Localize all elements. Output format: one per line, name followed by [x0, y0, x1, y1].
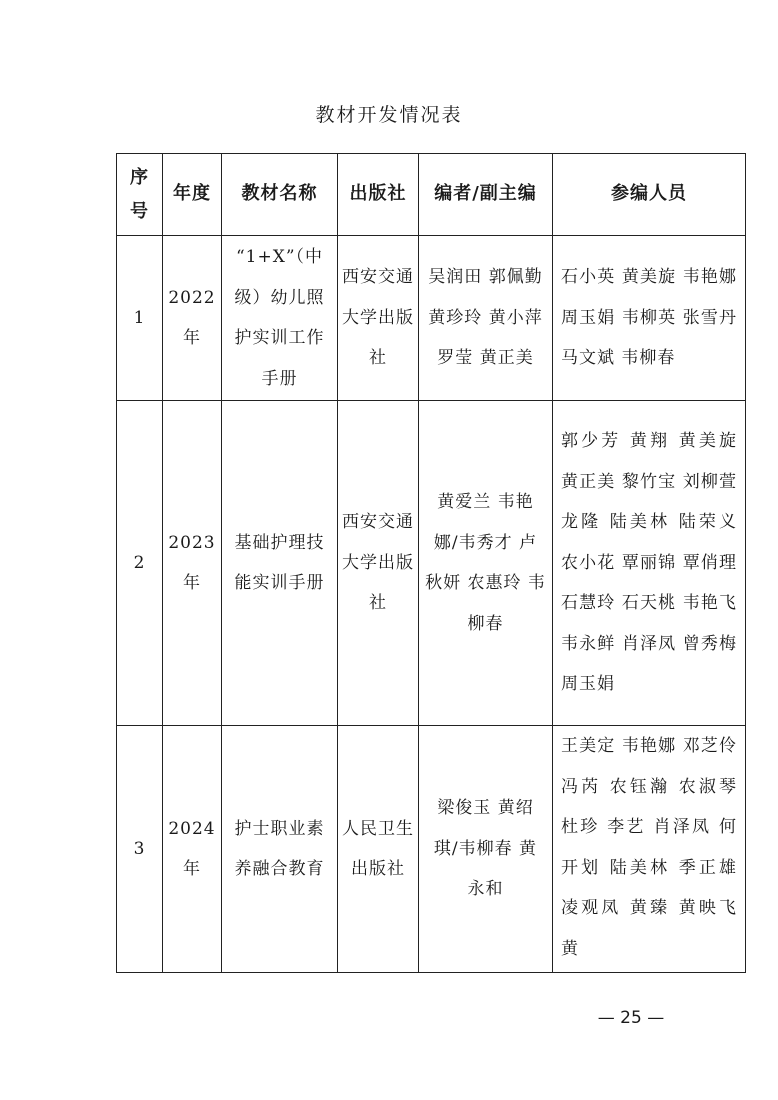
header-publisher: 出版社 — [338, 154, 419, 236]
header-textbook-name: 教材名称 — [222, 154, 338, 236]
table-row — [117, 401, 746, 726]
cell-textbook-name: 基础护理技能实训手册 — [222, 401, 338, 726]
cell-publisher: 西安交通大学出版社 — [338, 401, 419, 726]
table-header-row — [117, 154, 746, 236]
cell-participants: 王美定 韦艳娜 邓芝伶 冯芮 农钰瀚 农淑琴 杜珍 李艺 肖泽凤 何开划 陆美林 季正雄 凌观凤 黄臻 黄映飞 黄 — [553, 726, 746, 973]
table-row — [117, 726, 746, 973]
cell-participants: 郭少芳 黄翔 黄美旋 黄正美 黎竹宝 刘柳萱 龙隆 陆美林 陆荣义 农小花 覃丽锦 覃俏理 石慧玲 石天桃 韦艳飞 韦永鲜 肖泽凤 曾秀梅 周玉娟 — [553, 401, 746, 726]
cell-textbook-name: “1+X”（中级）幼儿照护实训工作手册 — [222, 236, 338, 401]
cell-serial: 3 — [117, 726, 163, 973]
header-year: 年度 — [163, 154, 222, 236]
cell-serial: 1 — [117, 236, 163, 401]
cell-year: 2022年 — [163, 236, 222, 401]
header-editors: 编者/副主编 — [419, 154, 553, 236]
cell-participants: 石小英 黄美旋 韦艳娜 周玉娟 韦柳英 张雪丹 马文斌 韦柳春 — [553, 236, 746, 401]
cell-textbook-name: 护士职业素养融合教育 — [222, 726, 338, 973]
page-title: 教材开发情况表 — [315, 104, 463, 126]
cell-year: 2023年 — [163, 401, 222, 726]
table-row — [117, 236, 746, 401]
cell-editors: 吴润田 郭佩勤 黄珍玲 黄小萍 罗莹 黄正美 — [419, 236, 553, 401]
page-number: — 25 — — [597, 1008, 665, 1028]
header-participants: 参编人员 — [553, 154, 746, 236]
cell-publisher: 人民卫生出版社 — [338, 726, 419, 973]
cell-publisher: 西安交通大学出版社 — [338, 236, 419, 401]
cell-editors: 黄爱兰 韦艳娜/韦秀才 卢秋妍 农惠玲 韦柳春 — [419, 401, 553, 726]
cell-editors: 梁俊玉 黄绍琪/韦柳春 黄永和 — [419, 726, 553, 973]
header-serial: 序号 — [117, 154, 163, 236]
textbook-development-table — [116, 153, 746, 973]
cell-serial: 2 — [117, 401, 163, 726]
cell-year: 2024年 — [163, 726, 222, 973]
